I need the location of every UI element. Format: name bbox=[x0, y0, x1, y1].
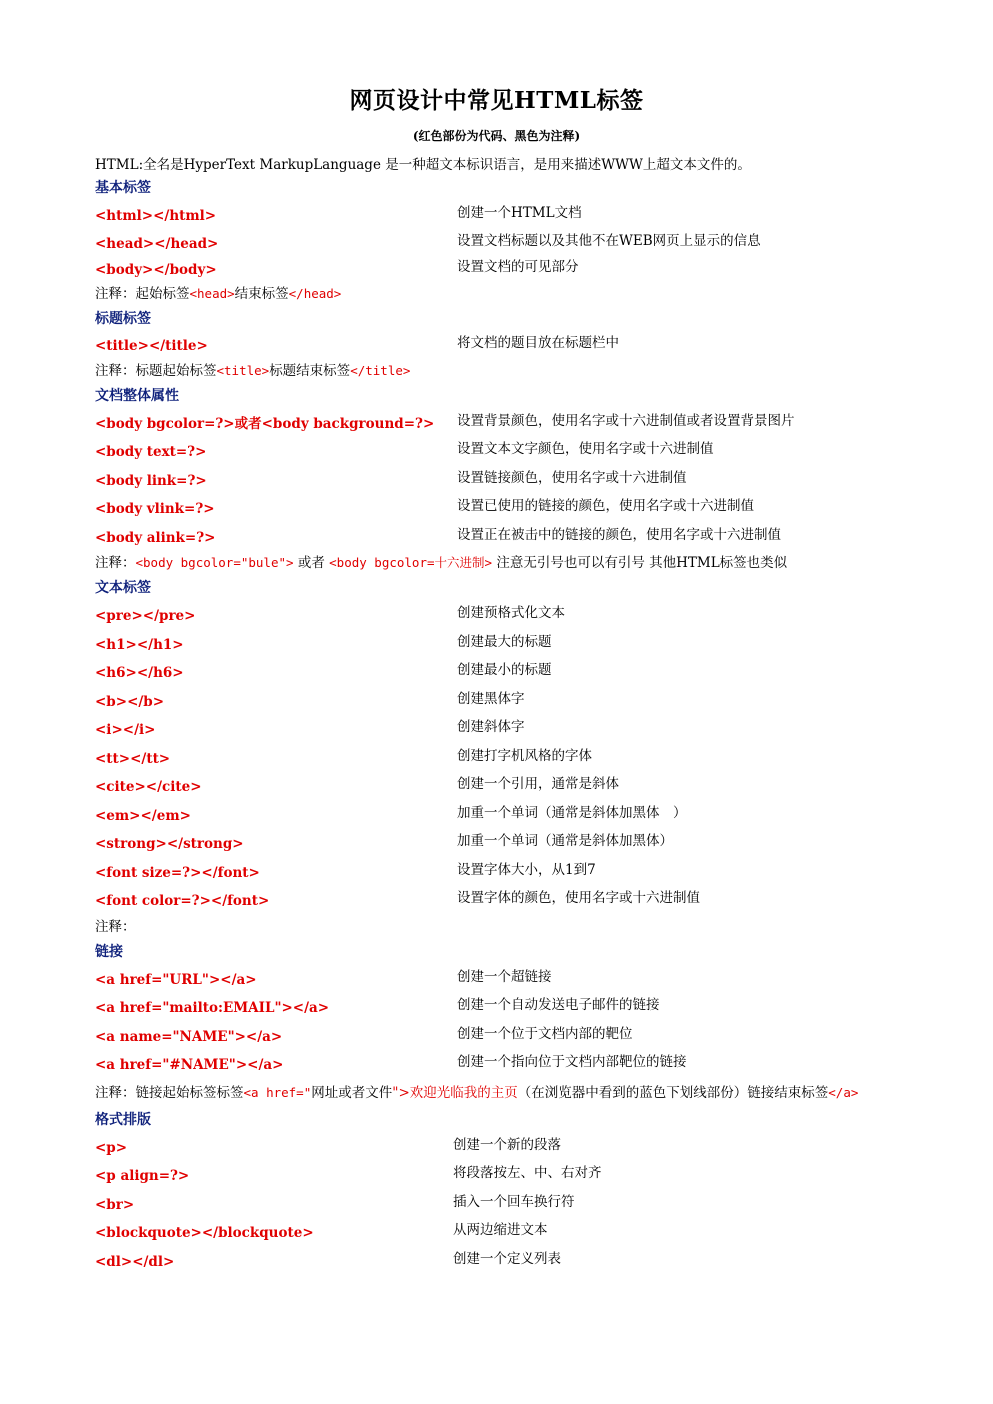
tag-row bbox=[95, 687, 915, 716]
note-text: 结束标签 bbox=[234, 285, 289, 302]
tag-row bbox=[95, 965, 915, 994]
tag-code: <dl></dl> bbox=[95, 1253, 175, 1270]
note-text: 注释： bbox=[95, 918, 136, 935]
tag-desc: 创建一个位于文档内部的靶位 bbox=[457, 1025, 633, 1042]
tag-row bbox=[95, 523, 915, 552]
tag-row bbox=[95, 630, 915, 659]
tag-code: <body></body> bbox=[95, 261, 217, 278]
note-code: <head> bbox=[189, 285, 235, 301]
note-code: <a href=" bbox=[243, 1084, 312, 1100]
tag-desc: 加重一个单词（通常是斜体加黑体） bbox=[457, 833, 673, 849]
section-heading-text: 文本标签 bbox=[95, 580, 151, 596]
tag-code: <pre></pre> bbox=[95, 608, 196, 624]
tag-code: <a name="NAME"></a> bbox=[95, 1028, 283, 1045]
tag-row bbox=[95, 409, 915, 438]
section-heading-basic: 基本标签 bbox=[95, 180, 151, 196]
note-code: <title> bbox=[216, 362, 270, 378]
tag-row bbox=[95, 201, 915, 230]
tag-row bbox=[95, 1050, 915, 1079]
tag-desc: 创建斜体字 bbox=[457, 719, 525, 735]
tag-desc: 设置文档标题以及其他不在WEB网页上显示的信息 bbox=[457, 232, 761, 249]
tag-row bbox=[95, 230, 915, 256]
tag-row bbox=[95, 1161, 915, 1190]
tag-desc: 创建一个超链接 bbox=[457, 968, 552, 985]
tag-code: <p> bbox=[95, 1139, 128, 1156]
tag-code: <i></i> bbox=[95, 722, 156, 738]
tag-code: <p align=?> bbox=[95, 1168, 190, 1184]
tag-row bbox=[95, 1247, 915, 1276]
tag-row bbox=[95, 1218, 915, 1247]
tag-code: <body text=?> bbox=[95, 444, 207, 460]
tag-row bbox=[95, 993, 915, 1022]
note-doc-attrs bbox=[95, 551, 915, 575]
tag-desc: 设置字体大小，从1到7 bbox=[457, 861, 596, 878]
tag-desc: 设置文本文字颜色，使用名字或十六进制值 bbox=[457, 441, 714, 457]
tag-row bbox=[95, 715, 915, 744]
note-text: （在浏览器中看到的蓝色下划线部份）链接结束标签 bbox=[517, 1084, 829, 1101]
section-heading-title: 标题标签 bbox=[95, 310, 151, 327]
tag-row bbox=[95, 858, 915, 887]
tag-code: <body link=?> bbox=[95, 472, 207, 489]
tag-desc: 创建黑体字 bbox=[457, 690, 525, 707]
note-text: 注释：起始标签 bbox=[95, 285, 190, 302]
tag-code: <em></em> bbox=[95, 807, 191, 824]
note-text: 网址或者文件 bbox=[311, 1084, 393, 1101]
tag-desc: 创建预格式化文本 bbox=[457, 605, 565, 621]
tag-desc: 将段落按左、中、右对齐 bbox=[453, 1165, 602, 1181]
tag-code: <b></b> bbox=[95, 693, 165, 710]
note-text: 注释：链接起始标签标签 bbox=[95, 1084, 244, 1101]
tag-code: <strong></strong> bbox=[95, 836, 244, 852]
tag-code: <br> bbox=[95, 1196, 135, 1213]
tag-code: <font size=?></font> bbox=[95, 864, 260, 881]
tag-desc: 设置链接颜色，使用名字或十六进制值 bbox=[457, 469, 687, 486]
tag-row bbox=[95, 437, 915, 466]
tag-code: <html></html> bbox=[95, 208, 217, 224]
tag-desc: 设置背景颜色，使用名字或十六进制值或者设置背景图片 bbox=[457, 412, 795, 429]
tag-code: <head></head> bbox=[95, 235, 219, 252]
tag-desc: 创建打字机风格的字体 bbox=[457, 747, 592, 764]
tag-code: <font color=?></font> bbox=[95, 893, 270, 909]
note-code: ">欢迎光临我的主页 bbox=[392, 1084, 518, 1101]
tag-desc: 插入一个回车换行符 bbox=[453, 1193, 575, 1210]
note-code: <body bgcolor=十六进制> bbox=[329, 555, 493, 570]
tag-desc: 设置文档的可见部分 bbox=[457, 258, 579, 275]
section-heading-doc-attrs: 文档整体属性 bbox=[95, 387, 179, 404]
tag-desc: 设置字体的颜色，使用名字或十六进制值 bbox=[457, 890, 700, 906]
tag-desc: 创建最大的标题 bbox=[457, 633, 552, 650]
tag-desc: 设置已使用的链接的颜色，使用名字或十六进制值 bbox=[457, 498, 754, 514]
section-heading-links: 链接 bbox=[95, 943, 123, 960]
tag-code: <body alink=?> bbox=[95, 529, 216, 546]
section-heading-format: 格式排版 bbox=[95, 1111, 151, 1128]
note-links bbox=[95, 1079, 905, 1107]
tag-desc: 设置正在被击中的链接的颜色，使用名字或十六进制值 bbox=[457, 526, 781, 543]
tag-desc: 创建一个指向位于文档内部靶位的链接 bbox=[457, 1054, 687, 1070]
note-text: 注释：标题起始标签 bbox=[95, 362, 217, 379]
page-title: 网页设计中常见HTML标签 bbox=[349, 87, 644, 114]
note-text: 标题结束标签 bbox=[269, 362, 351, 379]
tag-code: <title></title> bbox=[95, 337, 208, 354]
tag-row bbox=[95, 332, 915, 359]
tag-desc: 创建一个自动发送电子邮件的链接 bbox=[457, 997, 660, 1013]
tag-code: <a href="#NAME"></a> bbox=[95, 1057, 284, 1073]
tag-row bbox=[95, 601, 915, 630]
tag-row bbox=[95, 1022, 915, 1051]
tag-row bbox=[95, 658, 915, 687]
page-subtitle: (红色部份为代码、黑色为注释) bbox=[412, 129, 581, 143]
tag-desc: 创建一个引用，通常是斜体 bbox=[457, 776, 619, 792]
tag-desc: 将文档的题目放在标题栏中 bbox=[457, 334, 619, 351]
tag-code: <blockquote></blockquote> bbox=[95, 1225, 314, 1241]
note-code: </a> bbox=[828, 1084, 859, 1100]
intro-text: HTML:全名是HyperText MarkupLanguage 是一种超文本标识语言，是用来描述WWW上超文本文件的。 bbox=[95, 157, 751, 173]
tag-code: <tt></tt> bbox=[95, 750, 171, 767]
tag-code: <cite></cite> bbox=[95, 779, 202, 795]
note-basic bbox=[95, 282, 915, 306]
tag-row bbox=[95, 466, 915, 495]
tag-row bbox=[95, 1133, 915, 1162]
tag-desc: 创建最小的标题 bbox=[457, 662, 552, 678]
note-text: 注释： bbox=[95, 555, 136, 571]
tag-row bbox=[95, 494, 915, 523]
tag-code: <body vlink=?> bbox=[95, 501, 215, 517]
tag-code: <body bgcolor=?>或者<body background=?> bbox=[95, 415, 435, 432]
tag-code: <h6></h6> bbox=[95, 665, 184, 681]
tag-code: <a href="URL"></a> bbox=[95, 971, 257, 988]
note-text-tags bbox=[95, 915, 915, 939]
tag-desc: 创建一个定义列表 bbox=[453, 1250, 561, 1267]
note-code: </head> bbox=[288, 285, 342, 301]
note-text: 或者 bbox=[293, 555, 330, 571]
note-text: 注意无引号也可以有引号 其他HTML标签也类似 bbox=[492, 555, 788, 571]
tag-row bbox=[95, 886, 915, 915]
document-body bbox=[95, 175, 915, 1275]
tag-row bbox=[95, 744, 915, 773]
tag-code: <h1></h1> bbox=[95, 636, 184, 653]
tag-row bbox=[95, 829, 915, 858]
note-code: </title> bbox=[350, 362, 411, 378]
note-title bbox=[95, 359, 915, 383]
tag-desc: 创建一个HTML文档 bbox=[457, 205, 582, 221]
tag-desc: 创建一个新的段落 bbox=[453, 1136, 561, 1153]
tag-row bbox=[95, 772, 915, 801]
tag-desc: 从两边缩进文本 bbox=[453, 1222, 548, 1238]
tag-code: <a href="mailto:EMAIL"></a> bbox=[95, 1000, 330, 1016]
tag-desc: 加重一个单词（通常是斜体加黑体 ） bbox=[457, 804, 687, 821]
tag-row bbox=[95, 1190, 915, 1219]
tag-row bbox=[95, 256, 915, 282]
note-code: <body bgcolor="bule"> bbox=[135, 555, 294, 570]
tag-row bbox=[95, 801, 915, 830]
